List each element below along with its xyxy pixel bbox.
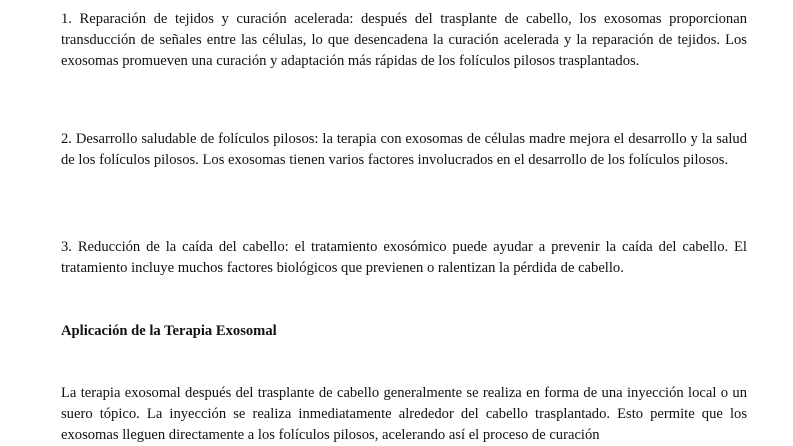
section-heading: Aplicación de la Terapia Exosomal xyxy=(61,323,277,339)
paragraph-tissue-repair: 1. Reparación de tejidos y curación acelerada: después del trasplante de cabello, los exosomas proporcionan transducción de señales entre las células, lo que desencadena la curación acelerada y la reparación de tejidos. Los exosomas promueven una curación y adaptación más rápidas de los folículos pilosos trasplantados. xyxy=(61,11,747,69)
paragraph-application: La terapia exosomal después del trasplante de cabello generalmente se realiza en forma de una inyección local o un suero tópico. La inyección se realiza inmediatamente alrededor del cabello trasplantado. Esto permite que los exosomas lleguen directamente a los folículos pilosos, acelerando así el proceso de curación xyxy=(61,385,747,443)
paragraph-follicle-development: 2. Desarrollo saludable de folículos pilosos: la terapia con exosomas de células madre mejora el desarrollo y la salud de los folículos pilosos. Los exosomas tienen varios factores involucrados en el desarrollo de los folículos pilosos. xyxy=(61,131,747,168)
paragraph-hair-loss-reduction: 3. Reducción de la caída del cabello: el tratamiento exosómico puede ayudar a prevenir la caída del cabello. El tratamiento incluye muchos factores biológicos que previenen o ralentizan la pérdida de cabello. xyxy=(61,239,747,276)
